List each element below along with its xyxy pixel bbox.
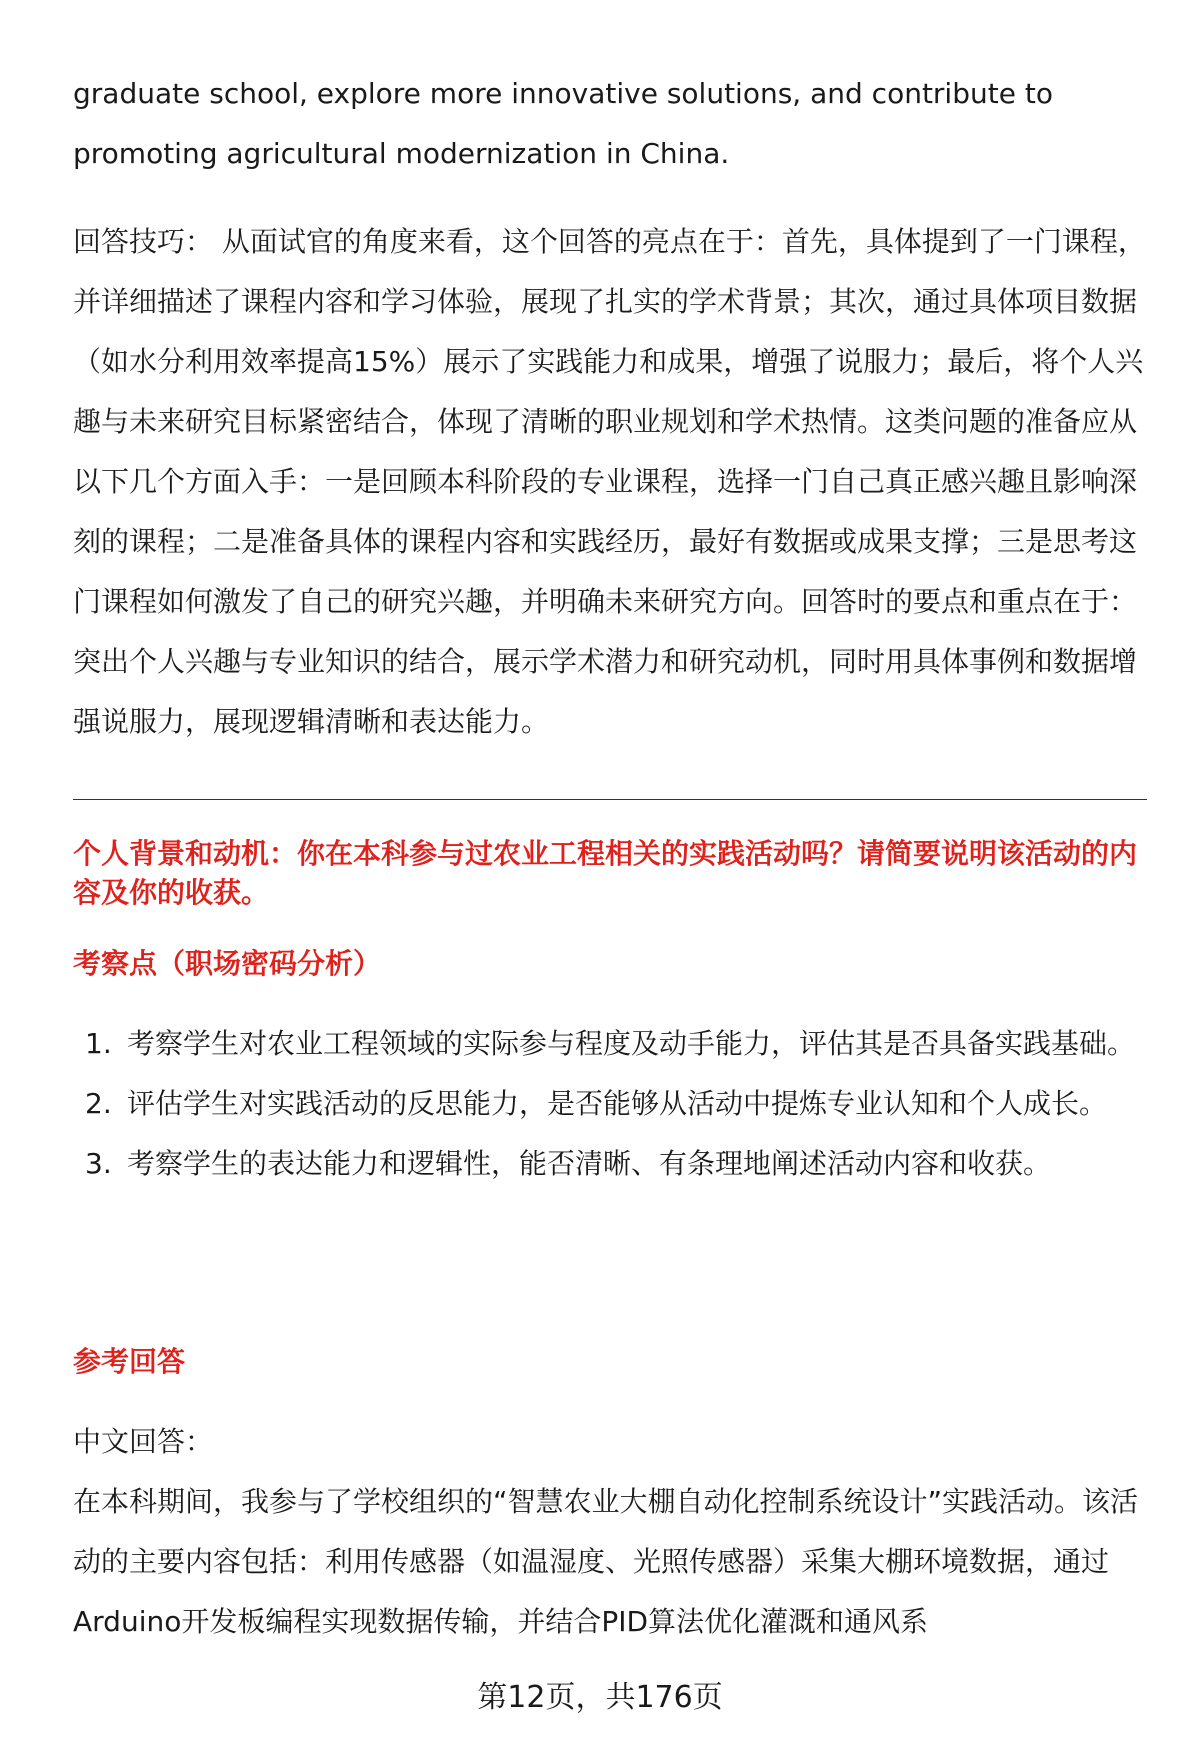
item-number: 2. [85,1087,112,1120]
item-number: 3. [85,1147,112,1180]
item-number: 1. [85,1027,112,1060]
item-text: 考察学生的表达能力和逻辑性，能否清晰、有条理地阐述活动内容和收获。 [127,1147,1052,1180]
list-item [73,1134,1147,1194]
focus-title: 考察点（职场密码分析） [73,947,382,980]
chinese-answer: 在本科期间，我参与了学校组织的“智慧农业大棚自动化控制系统设计”实践活动。该活动的主要内容包括：利用传感器（如温湿度、光照传感器）采集大棚环境数据，通过Arduino开发板编程实现数据传输，并结合PID算法优化灌溉和通风系 [73,1485,1139,1638]
focus-list [73,1014,1147,1194]
item-text: 评估学生对实践活动的反思能力，是否能够从活动中提炼专业认知和个人成长。 [127,1087,1108,1120]
english-answer-tail: graduate school, explore more innovative solutions, and contribute to promoting agricultural modernization in China. [73,77,1053,170]
chinese-answer-label: 中文回答： [73,1425,214,1458]
answer-title: 参考回答 [73,1345,186,1378]
page-number: 第12页，共176页 [477,1680,723,1715]
answer-tips: 回答技巧： 从面试官的角度来看，这个回答的亮点在于：首先，具体提到了一门课程，并详细描述了课程内容和学习体验，展现了扎实的学术背景；其次，通过具体项目数据（如水分利用效率提高15%）展示了实践能力和成果，增强了说服力；最后，将个人兴趣与未来研究目标紧密结合，体现了清晰的职业规划和学术热情。这类问题的准备应从以下几个方面入手：一是回顾本科阶段的专业课程，选择一门自己真正感兴趣且影响深刻的课程；二是准备具体的课程内容和实践经历，最好有数据或成果支撑；三是思考这门课程如何激发了自己的研究兴趣，并明确未来研究方向。回答时的要点和重点在于：突出个人兴趣与专业知识的结合，展示学术潜力和研究动机，同时用具体事例和数据增强说服力，展现逻辑清晰和表达能力。 [73,225,1146,738]
item-text: 考察学生对农业工程领域的实际参与程度及动手能力，评估其是否具备实践基础。 [127,1027,1136,1060]
section-divider [73,799,1147,800]
list-item [73,1074,1147,1134]
list-item [73,1014,1147,1074]
question-heading: 个人背景和动机：你在本科参与过农业工程相关的实践活动吗？请简要说明该活动的内容及你的收获。 [73,837,1138,909]
